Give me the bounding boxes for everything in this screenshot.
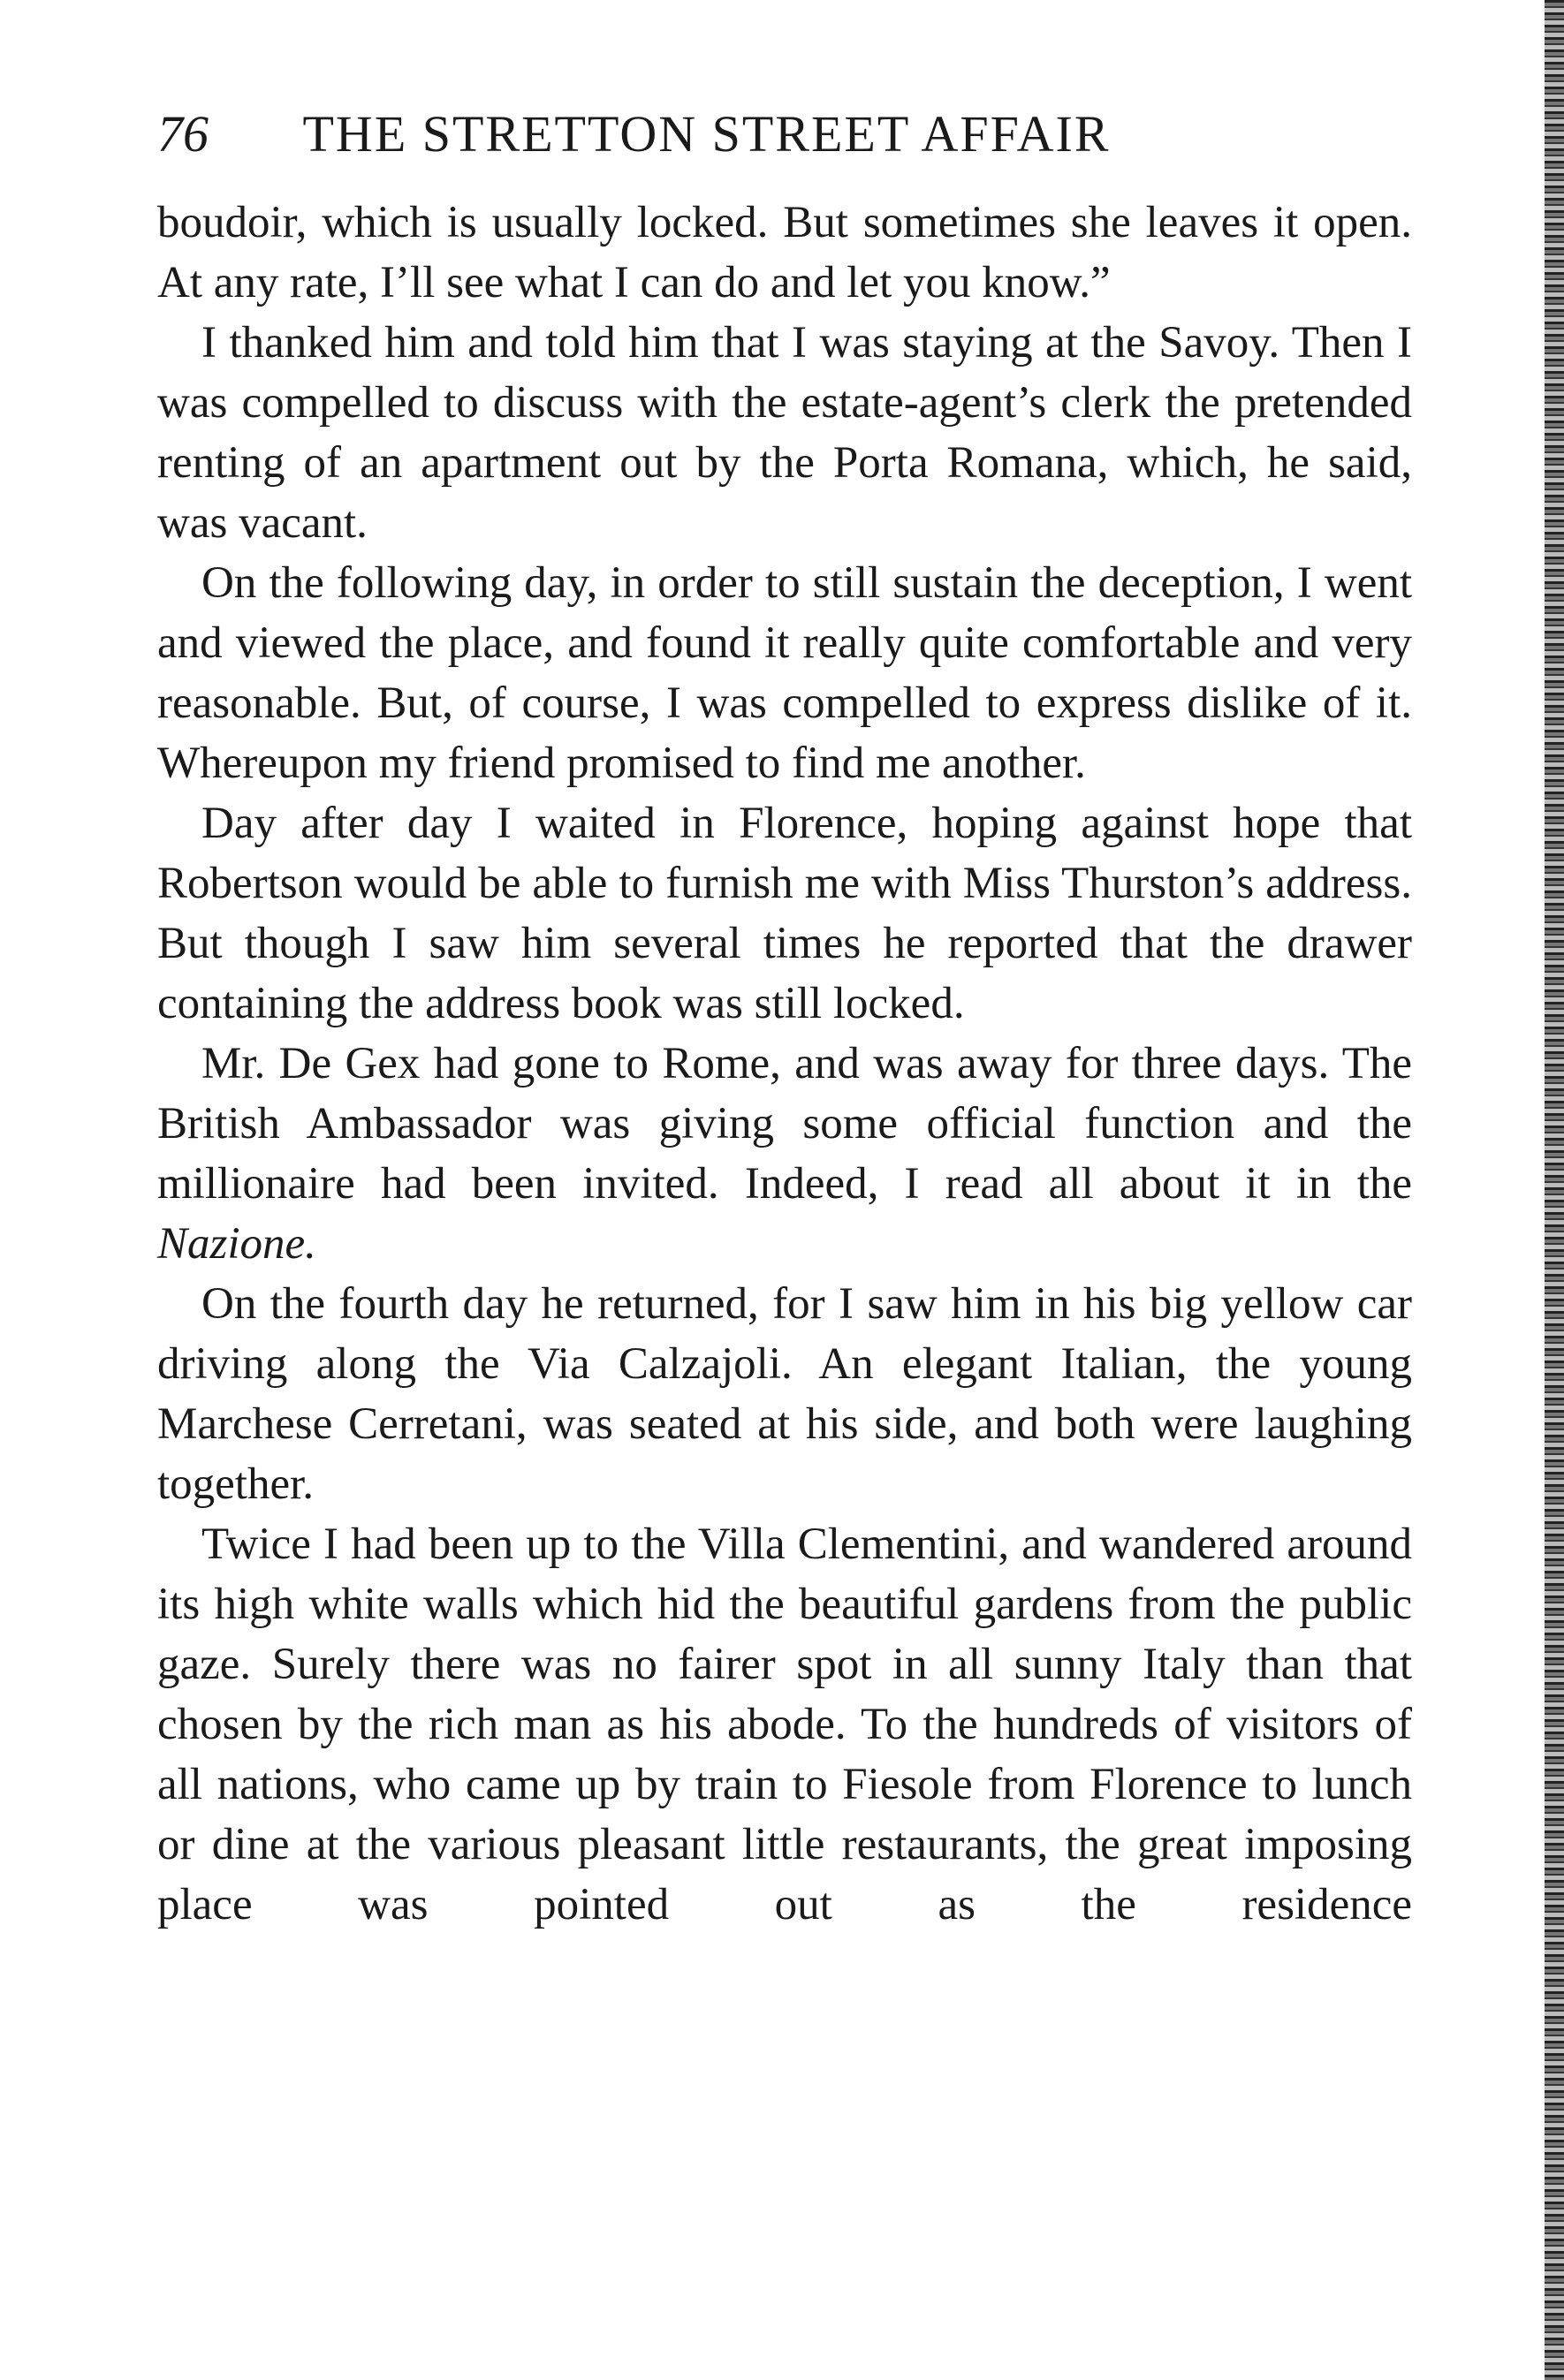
- page-number: 76: [157, 105, 209, 163]
- paragraph-5-text: Mr. De Gex had gone to Rome, and was away for three days. The British Ambassador was giving some official function and the millionaire had been invited. Indeed, I read all about it in the: [157, 1039, 1412, 1209]
- book-title: THE STRETTON STREET AFFAIR: [302, 105, 1111, 163]
- paragraph-3: On the following day, in order to still sustain the deception, I went and viewed the place, and found it really quite comfortable and very reasonable. But, of course, I was compelled to express dislike of it. Whereupon my friend promised to find me another.: [157, 558, 1412, 788]
- body-text: [157, 193, 1412, 1935]
- paragraph-1: boudoir, which is usually locked. But sometimes she leaves it open. At any rate, I’ll see what I can do and let you know.”: [157, 198, 1412, 307]
- running-head: [157, 99, 1412, 170]
- paragraph-7: Twice I had been up to the Villa Clementini, and wandered around its high white walls which hid the beautiful gardens from the public gaze. Surely there was no fairer spot in all sunny Italy than that chosen by the rich man as his abode. To the hundreds of visitors of all nations, who came up by train to Fiesole from Florence to lunch or dine at the various pleasant little restaurants, the great imposing place was pointed out as the residence: [157, 1520, 1412, 1929]
- paragraph-2: I thanked him and told him that I was staying at the Savoy. Then I was compelled to discuss with the estate-agent’s clerk the pretended renting of an apartment out by the Porta Romana, which, he said, was vacant.: [157, 318, 1412, 548]
- paragraph-5: [157, 1034, 1412, 1274]
- page-edge-shadow: [1545, 0, 1564, 2380]
- paragraph-4: Day after day I waited in Florence, hoping against hope that Robertson would be able to furnish me with Miss Thurston’s address. But though I saw him several times he reported that the drawer containing the address book was still locked.: [157, 799, 1412, 1028]
- paragraph-6: On the fourth day he returned, for I saw him in his big yellow car driving along the Via Calzajoli. An elegant Italian, the young Marchese Cerretani, was seated at his side, and both were laughing together.: [157, 1279, 1412, 1509]
- newspaper-title: Nazione.: [157, 1219, 316, 1269]
